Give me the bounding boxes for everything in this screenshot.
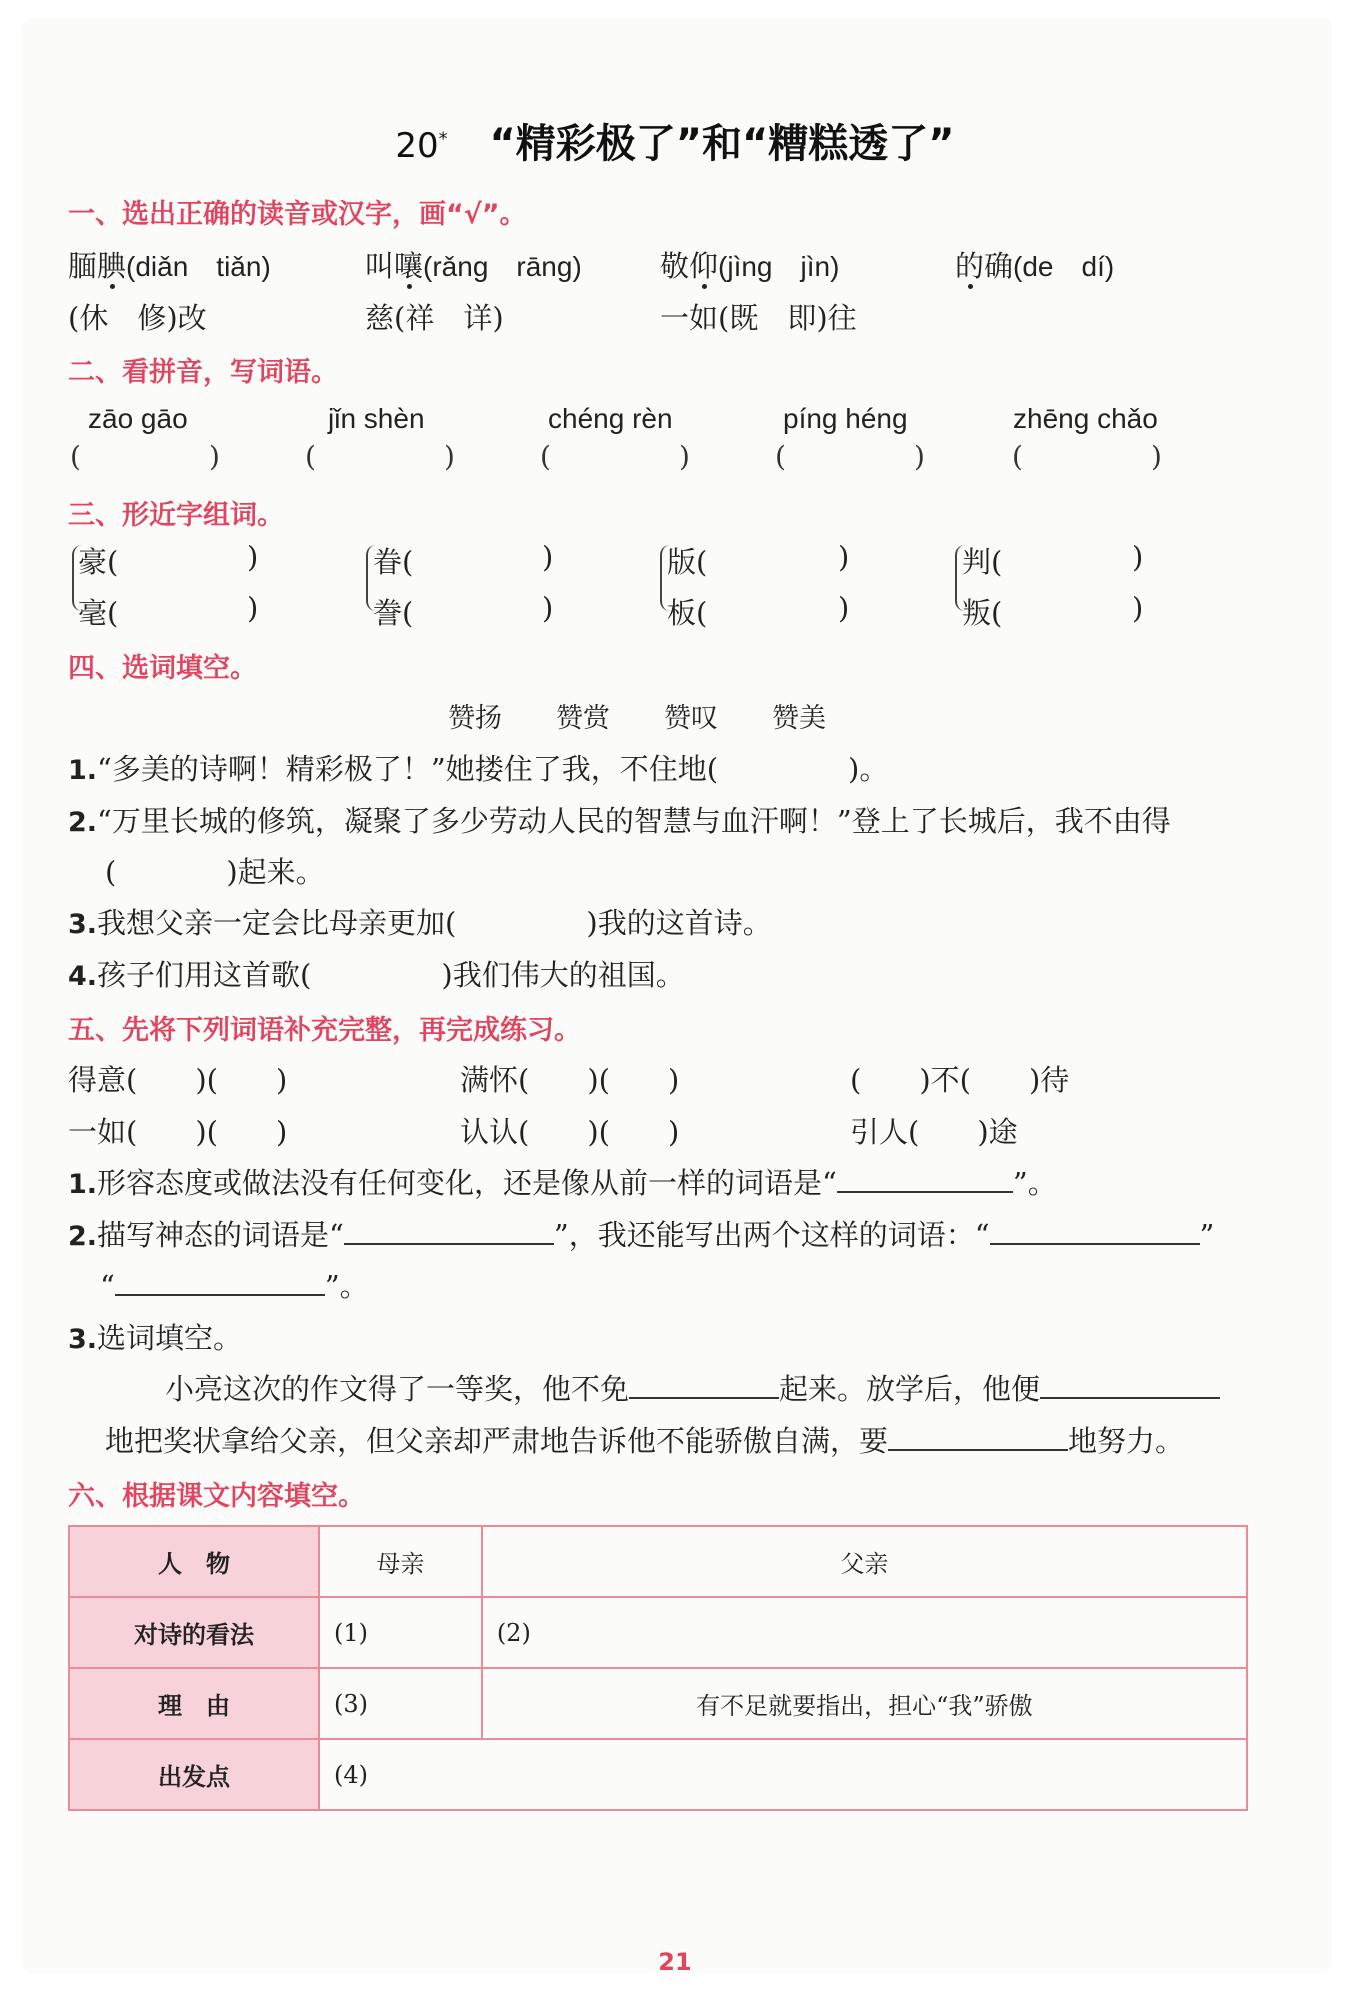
- fill-blank[interactable]: [1040, 1371, 1220, 1399]
- content-table: [68, 1525, 1248, 1811]
- answer-box-3[interactable]: ( ): [540, 440, 690, 473]
- table-header-cell: 出发点: [69, 1739, 319, 1810]
- close-paren: ): [247, 540, 259, 574]
- table-row: [69, 1526, 1247, 1597]
- answer-box-2[interactable]: ( ): [305, 440, 455, 473]
- table-cell[interactable]: (3): [319, 1668, 482, 1739]
- table-header-cell: 对诗的看法: [69, 1597, 319, 1668]
- q3-char-4: 誊(: [373, 596, 414, 630]
- table-cell: 母亲: [319, 1526, 482, 1597]
- idiom-6: 引人( )途: [850, 1115, 1018, 1149]
- section-3-heading: 三、形近字组词。: [68, 500, 284, 531]
- close-paren: ): [247, 591, 259, 625]
- pinyin-5: zhēng chǎo: [1013, 403, 1158, 434]
- table-cell: 有不足就要指出，担心“我”骄傲: [482, 1668, 1247, 1739]
- close-paren: ): [1132, 540, 1144, 574]
- idiom-2: 满怀( )( ): [460, 1063, 680, 1097]
- q5-para-line-2: 地把奖状拿给父亲，但父亲却严肃地告诉他不能骄傲自满，要 地努力。: [105, 1424, 1185, 1458]
- answer-box-1[interactable]: ( ): [70, 440, 220, 473]
- q3-char-2: 毫(: [78, 596, 119, 630]
- idiom-1: 得意( )( ): [68, 1063, 288, 1097]
- pinyin-4: píng héng: [783, 403, 908, 434]
- table-row: [69, 1668, 1247, 1739]
- answer-box-4[interactable]: ( ): [775, 440, 925, 473]
- page-title: 20* “精彩极了”和“糟糕透了”: [395, 121, 955, 167]
- q1-item-1: 腼腆(diǎn tiǎn): [68, 249, 271, 283]
- close-paren: ): [542, 540, 554, 574]
- q4-item-1: 1.“多美的诗啊！精彩极了！”她搂住了我，不住地( )。: [68, 752, 889, 786]
- idiom-3: ( )不( )待: [850, 1063, 1070, 1097]
- q3-char-3: 眷(: [373, 545, 414, 579]
- q3-char-5: 版(: [667, 545, 708, 579]
- q1-item-4: 的确(de dí): [955, 249, 1115, 283]
- word-bank: 赞扬 赞赏 赞叹 赞美: [448, 703, 826, 734]
- section-6-heading: 六、根据课文内容填空。: [68, 1481, 365, 1512]
- section-4-heading: 四、选词填空。: [68, 653, 257, 684]
- fill-blank[interactable]: [888, 1423, 1068, 1451]
- table-row: [69, 1597, 1247, 1668]
- pinyin-2: jǐn shèn: [328, 403, 425, 434]
- table-cell[interactable]: (1): [319, 1597, 482, 1668]
- pinyin-1: zāo gāo: [88, 403, 188, 434]
- section-1-heading: 一、选出正确的读音或汉字，画“√”。: [68, 199, 527, 230]
- q3-char-1: 豪(: [78, 545, 119, 579]
- close-paren: ): [838, 591, 850, 625]
- table-cell[interactable]: (2): [482, 1597, 1247, 1668]
- q5-item-2-cont: “ ”。: [100, 1269, 369, 1303]
- close-paren: ): [838, 540, 850, 574]
- q3-char-7: 判(: [962, 545, 1003, 579]
- q5-item-1: 1.形容态度或做法没有任何变化，还是像从前一样的词语是“ ”。: [68, 1166, 1057, 1200]
- q1-item-5: (休 修)改: [68, 301, 207, 335]
- fill-blank[interactable]: [629, 1371, 779, 1399]
- q1-item-6: 慈(祥 详): [365, 301, 504, 335]
- q1-item-2: 叫嚷(rǎng rāng): [365, 249, 582, 283]
- page-number: 21: [658, 1948, 692, 1976]
- table-header-cell: 人 物: [69, 1526, 319, 1597]
- table-header-cell: 理 由: [69, 1668, 319, 1739]
- table-row: [69, 1739, 1247, 1810]
- answer-box-5[interactable]: ( ): [1012, 440, 1162, 473]
- fill-blank[interactable]: [990, 1217, 1200, 1245]
- q4-item-2-cont: ( )起来。: [105, 855, 325, 889]
- q4-item-4: 4.孩子们用这首歌( )我们伟大的祖国。: [68, 958, 685, 992]
- idiom-5: 认认( )( ): [460, 1115, 680, 1149]
- q3-char-8: 叛(: [962, 596, 1003, 630]
- q4-item-3: 3.我想父亲一定会比母亲更加( )我的这首诗。: [68, 906, 772, 940]
- fill-blank[interactable]: [344, 1217, 554, 1245]
- close-paren: ): [542, 591, 554, 625]
- q1-item-7: 一如(既 即)往: [660, 301, 857, 335]
- q3-char-6: 板(: [667, 596, 708, 630]
- section-2-heading: 二、看拼音，写词语。: [68, 357, 338, 388]
- close-paren: ): [1132, 591, 1144, 625]
- fill-blank[interactable]: [115, 1268, 325, 1296]
- q5-item-3: 3.选词填空。: [68, 1321, 243, 1355]
- table-cell[interactable]: (4): [319, 1739, 1247, 1810]
- idiom-4: 一如( )( ): [68, 1115, 288, 1149]
- q5-para-line-1: 小亮这次的作文得了一等奖，他不免 起来。放学后，他便: [165, 1367, 1220, 1408]
- fill-blank[interactable]: [837, 1165, 1013, 1193]
- table-cell: 父亲: [482, 1526, 1247, 1597]
- section-5-heading: 五、先将下列词语补充完整，再完成练习。: [68, 1015, 581, 1046]
- q1-item-3: 敬仰(jìng jìn): [660, 249, 840, 283]
- q4-item-2: 2.“万里长城的修筑，凝聚了多少劳动人民的智慧与血汗啊！”登上了长城后，我不由得: [68, 804, 1171, 838]
- pinyin-3: chéng rèn: [548, 403, 673, 434]
- q5-item-2: 2.描写神态的词语是“ ”，我还能写出两个这样的词语：“ ”: [68, 1218, 1215, 1252]
